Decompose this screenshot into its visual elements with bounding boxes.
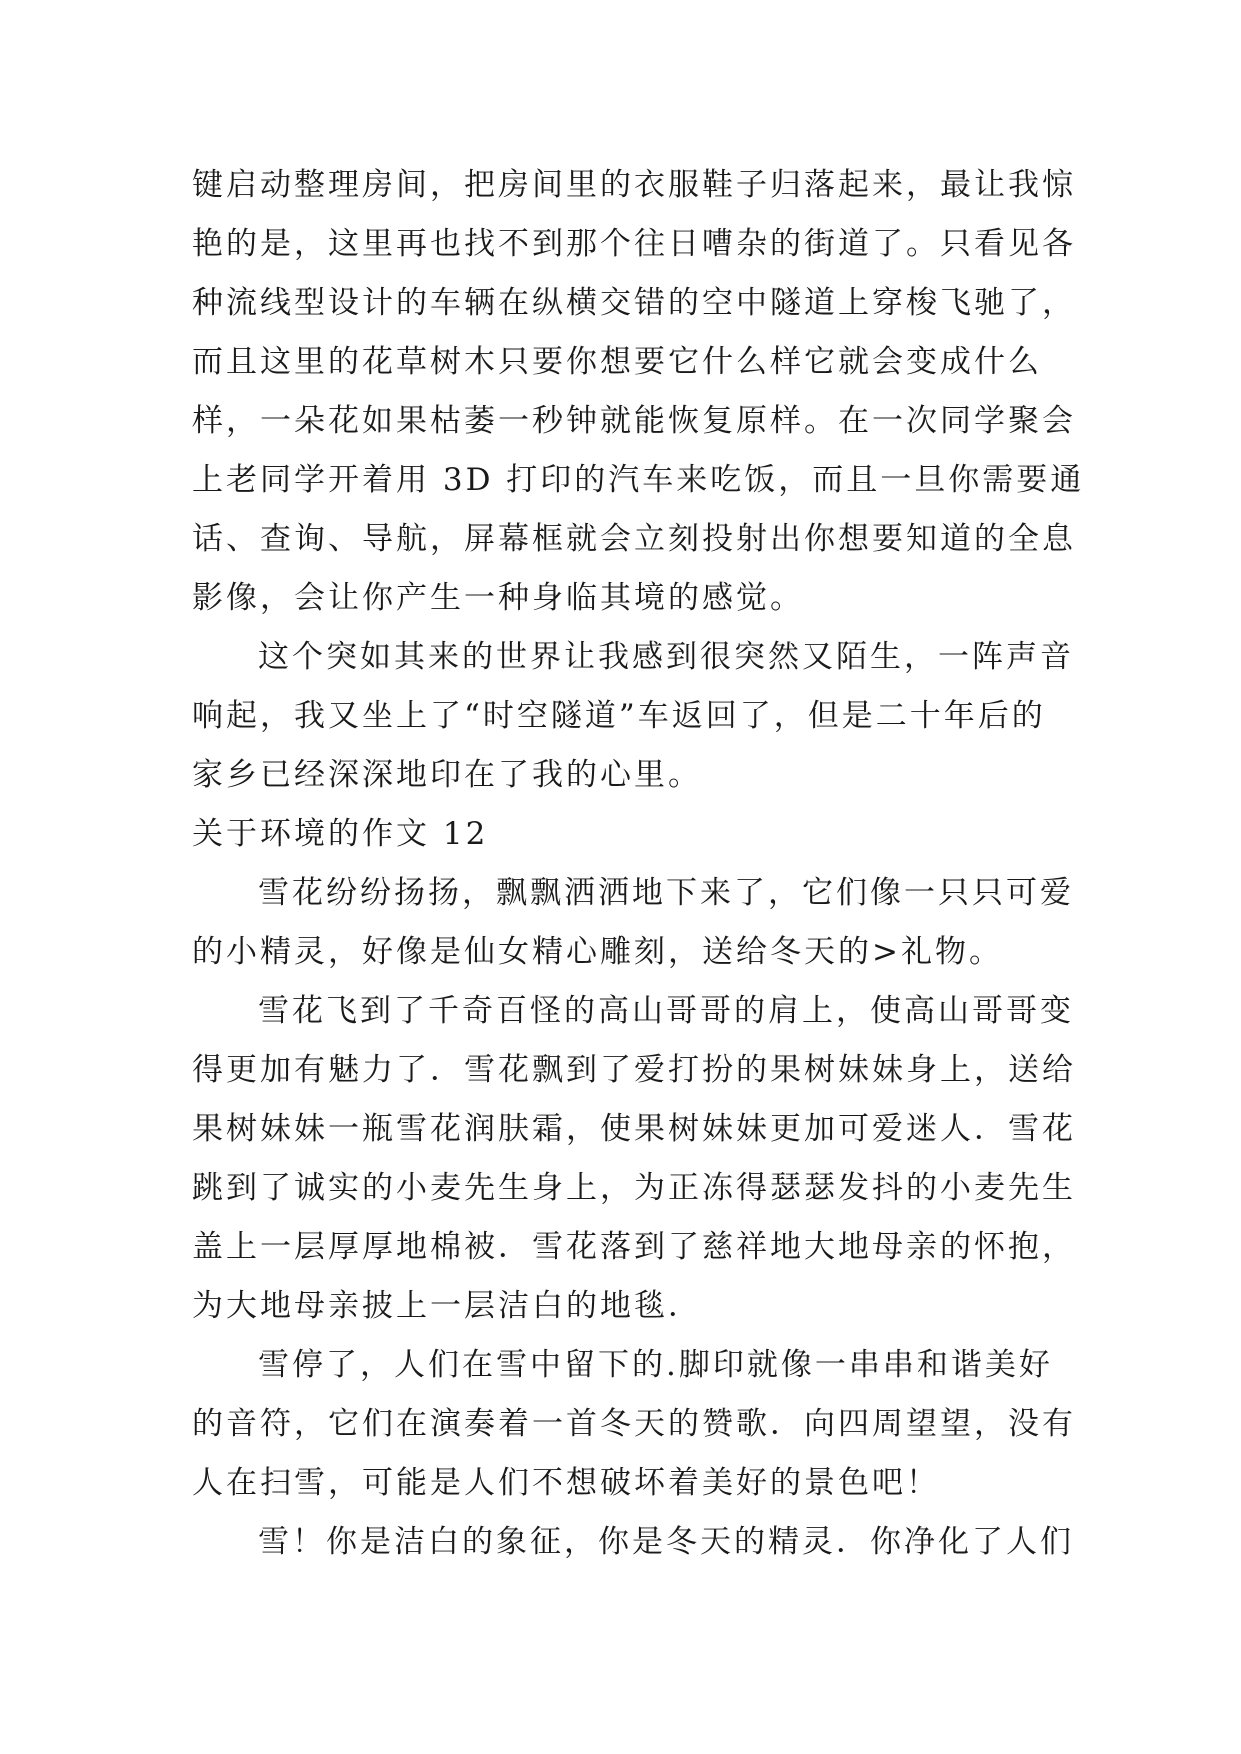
- text-line-indented: 雪花飞到了千奇百怪的高山哥哥的肩上，使高山哥哥变: [258, 993, 1074, 1029]
- text-line: 艳的是，这里再也找不到那个往日嘈杂的街道了。只看见各: [192, 226, 1076, 262]
- text-line: 样，一朵花如果枯萎一秒钟就能恢复原样。在一次同学聚会: [192, 403, 1076, 439]
- section-heading: 关于环境的作文 12: [192, 816, 489, 852]
- text-line: 的音符，它们在演奏着一首冬天的赞歌．向四周望望，没有: [192, 1406, 1076, 1442]
- text-line: 话、查询、导航，屏幕框就会立刻投射出你想要知道的全息: [192, 521, 1076, 557]
- text-line-indented: 这个突如其来的世界让我感到很突然又陌生，一阵声音: [258, 639, 1074, 675]
- text-line-indented: 雪停了，人们在雪中留下的.脚印就像一串串和谐美好: [258, 1347, 1053, 1383]
- text-line-indented: 雪花纷纷扬扬，飘飘洒洒地下来了，它们像一只只可爱: [258, 875, 1074, 911]
- text-line-indented: 雪！你是洁白的象征，你是冬天的精灵．你净化了人们: [258, 1524, 1074, 1560]
- text-line: 盖上一层厚厚地棉被．雪花落到了慈祥地大地母亲的怀抱，: [192, 1229, 1076, 1265]
- text-line: 键启动整理房间，把房间里的衣服鞋子归落起来，最让我惊: [192, 167, 1076, 203]
- text-line: 种流线型设计的车辆在纵横交错的空中隧道上穿梭飞驰了，: [192, 285, 1076, 321]
- text-line: 果树妹妹一瓶雪花润肤霜，使果树妹妹更加可爱迷人．雪花: [192, 1111, 1076, 1147]
- text-line: 家乡已经深深地印在了我的心里。: [192, 757, 702, 793]
- text-line: 的小精灵，好像是仙女精心雕刻，送给冬天的>礼物。: [192, 934, 1003, 970]
- text-line: 上老同学开着用 3D 打印的汽车来吃饭，而且一旦你需要通: [192, 462, 1085, 498]
- essay-body: [192, 156, 1085, 1572]
- text-line: 得更加有魅力了．雪花飘到了爱打扮的果树妹妹身上，送给: [192, 1052, 1076, 1088]
- text-line: 为大地母亲披上一层洁白的地毯．: [192, 1288, 702, 1324]
- text-line: 影像，会让你产生一种身临其境的感觉。: [192, 580, 804, 616]
- text-line: 而且这里的花草树木只要你想要它什么样它就会变成什么: [192, 344, 1042, 380]
- text-line: 响起，我又坐上了“时空隧道”车返回了，但是二十年后的: [192, 698, 1046, 734]
- text-line: 跳到了诚实的小麦先生身上，为正冻得瑟瑟发抖的小麦先生: [192, 1170, 1076, 1206]
- text-line: 人在扫雪，可能是人们不想破坏着美好的景色吧！: [192, 1465, 940, 1501]
